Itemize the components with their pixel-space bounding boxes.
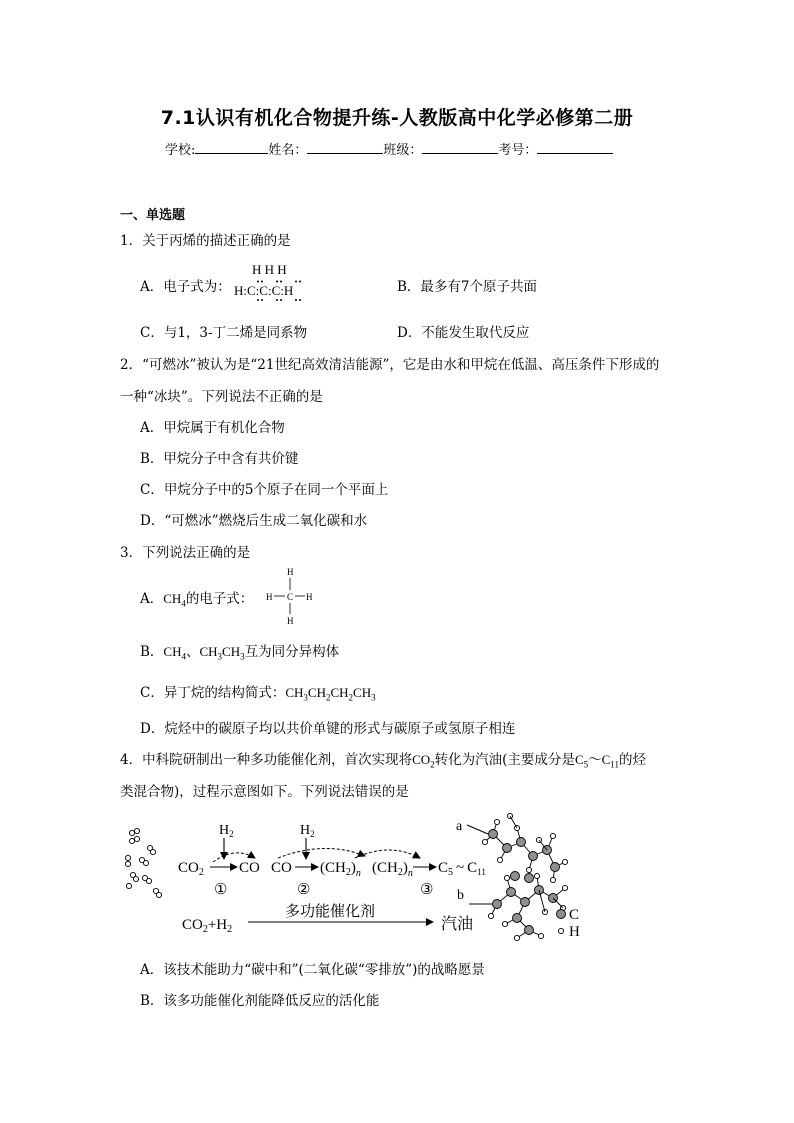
legend-carbon-label: C xyxy=(569,907,580,923)
q3-b-ch3: CH xyxy=(222,644,241,659)
q3-b-sub3: 3 xyxy=(240,651,245,662)
catalyst-label: 多功能催化剂 xyxy=(285,904,376,920)
name-label: 姓名： xyxy=(268,143,308,158)
student-info-line xyxy=(165,139,613,158)
q4-c11-sub: 11 xyxy=(610,759,619,770)
q4-stem-a: 4．中科院研制出一种多功能催化剂，首次实现将 xyxy=(120,752,413,768)
q3-option-a xyxy=(140,587,253,609)
q3-c-f3: 2 xyxy=(325,692,331,703)
q3-b-prefix: B． xyxy=(140,644,164,660)
q4-c11 xyxy=(601,752,619,770)
q1-option-a-prefix: A．电子式为： xyxy=(140,279,231,295)
q2-option-c: C．甲烷分子中的5个原子在同一个平面上 xyxy=(140,482,389,498)
ch2n-formula-2: $(CH_2)_n$ xyxy=(372,860,413,879)
electron-formula-svg xyxy=(230,262,330,302)
exam-no-label: 考号： xyxy=(498,143,538,158)
q2-stem-line2: 一种“冰块”。下列说法不正确的是 xyxy=(120,389,323,405)
q3-stem: 3．下列说法正确的是 xyxy=(120,545,251,561)
label-b: b xyxy=(457,888,464,903)
q2-option-b: B．甲烷分子中含有共价键 xyxy=(140,451,299,467)
gasoline-label: 汽油 xyxy=(441,916,474,933)
legend-hydrogen-swatch xyxy=(558,928,563,933)
q3-c-f7: 3 xyxy=(371,692,376,703)
q3-b-formula xyxy=(163,644,186,662)
co-formula-1: CO xyxy=(239,860,260,876)
bottom-reactants: $CO_2+H_2$ xyxy=(182,917,233,935)
q3-option-d: D．烷烃中的碳原子均以共价单键的形式与碳原子或氢原子相连 xyxy=(140,721,516,737)
q3-option-c xyxy=(140,681,376,703)
q3-c-f6: CH xyxy=(353,685,372,700)
q4-co2 xyxy=(412,752,435,770)
co-formula-2: CO xyxy=(271,860,292,876)
q3-c-prefix: C．异丁烷的结构简式： xyxy=(140,685,286,701)
label-a-line xyxy=(467,825,488,834)
h2-label-1: $H_2$ xyxy=(219,823,234,839)
q4-co2-text: CO xyxy=(412,752,431,767)
q4-c11-text: C xyxy=(601,752,611,767)
q1-option-b: B．最多有7个原子共面 xyxy=(397,279,538,295)
dashed-arc-3 xyxy=(355,850,420,858)
q3-b-ch: CH xyxy=(163,644,182,659)
q3-c-formula xyxy=(285,685,376,703)
q1-option-c: C．与1，3-丁二烯是同系物 xyxy=(140,325,308,341)
c5-c11-formula: $C_5$ ~ $C_{11}$ xyxy=(438,860,486,878)
q3-option-b xyxy=(140,640,339,662)
q3-b-ch2: CH xyxy=(199,644,218,659)
class-blank[interactable] xyxy=(422,141,498,154)
q3-c-f0: CH xyxy=(285,685,304,700)
step-1-label: ① xyxy=(214,882,228,898)
q3-b-sub2: 3 xyxy=(217,651,223,662)
q3-b-ethane xyxy=(199,644,245,662)
q3-c-f1: 3 xyxy=(303,692,308,703)
q3-a-prefix: A． xyxy=(140,591,164,607)
co2-formula: $CO_2$ xyxy=(178,860,204,878)
q4-c5 xyxy=(574,752,589,770)
school-label: 学校: xyxy=(165,143,196,158)
page-title: 7.1认识有机化合物提升练-人教版高中化学必修第二册 xyxy=(160,107,634,129)
exam-no-blank[interactable] xyxy=(537,141,613,154)
dashed-arc-2 xyxy=(278,848,365,858)
molecule-a xyxy=(482,813,567,882)
process-diagram-svg xyxy=(115,812,595,947)
q3-a-ch: CH xyxy=(163,591,182,606)
struct-h-bottom: H xyxy=(287,616,294,626)
step-2-label: ② xyxy=(297,882,311,898)
q2-option-d: D．“可燃冰”燃烧后生成二氧化碳和水 xyxy=(140,513,368,529)
co2-molecule-cluster xyxy=(125,828,161,897)
q2-option-a: A．甲烷属于有机化合物 xyxy=(140,420,285,436)
q4-co2-sub: 2 xyxy=(430,759,435,770)
struct-h-left: H xyxy=(266,592,273,602)
struct-h-right: H xyxy=(306,592,313,602)
q4-c5-text: C xyxy=(574,752,584,767)
q4-stem-line2: 类混合物)，过程示意图如下。下列说法错误的是 xyxy=(120,784,409,800)
q2-stem-line1: 2．“可燃冰”被认为是“21世纪高效清洁能源”，它是由水和甲烷在低温、高压条件下形成的 xyxy=(120,357,660,373)
struct-c: C xyxy=(287,592,294,602)
ef-main: H:C:C:C:H xyxy=(234,283,294,298)
q1-stem: 1．关于丙烯的描述正确的是 xyxy=(120,233,291,249)
class-label: 班级： xyxy=(383,143,423,158)
q1-option-d: D．不能发生取代反应 xyxy=(397,325,530,341)
q4-c5-sub: 5 xyxy=(583,759,589,770)
q3-b-sub1: 4 xyxy=(181,651,186,662)
q3-b-suffix: 互为同分异构体 xyxy=(244,644,340,660)
legend-carbon-swatch xyxy=(557,910,566,919)
q3-a-sub: 4 xyxy=(181,598,186,609)
section-heading: 一、单选题 xyxy=(120,208,186,223)
q3-structural-formula xyxy=(262,565,318,627)
q1-electron-formula xyxy=(230,262,330,302)
name-blank[interactable] xyxy=(307,141,383,154)
structural-formula-svg xyxy=(262,565,318,627)
ch2n-formula-1: $(CH_2)_n$ xyxy=(320,860,361,879)
h2-label-2: $H_2$ xyxy=(300,823,315,839)
q3-b-sep: 、 xyxy=(185,644,200,660)
q3-c-f5: 2 xyxy=(348,692,354,703)
q3-a-ch4 xyxy=(163,591,186,609)
q3-c-f4: CH xyxy=(330,685,349,700)
q3-a-suffix: 的电子式： xyxy=(185,591,254,607)
ef-h-top: H H H xyxy=(252,262,287,277)
school-blank[interactable] xyxy=(195,141,268,154)
q3-c-f2: CH xyxy=(307,685,326,700)
q4-stem-line1 xyxy=(120,748,646,770)
q4-option-a: A．该技术能助力“碳中和”(二氧化碳“零排放”)的战略愿景 xyxy=(140,962,485,978)
q4-option-b: B．该多功能催化剂能降低反应的活化能 xyxy=(140,993,380,1009)
q4-process-diagram xyxy=(115,812,595,947)
struct-h-top: H xyxy=(287,567,294,577)
label-a: a xyxy=(456,819,463,834)
q4-stem-c: 的烃 xyxy=(618,752,646,768)
legend-hydrogen-label: H xyxy=(569,924,580,940)
step-3-label: ③ xyxy=(420,882,434,898)
q4-stem-b: 转化为汽油(主要成分是 xyxy=(434,752,575,768)
q4-tilde: ～ xyxy=(588,752,602,768)
molecule-b xyxy=(488,872,567,941)
